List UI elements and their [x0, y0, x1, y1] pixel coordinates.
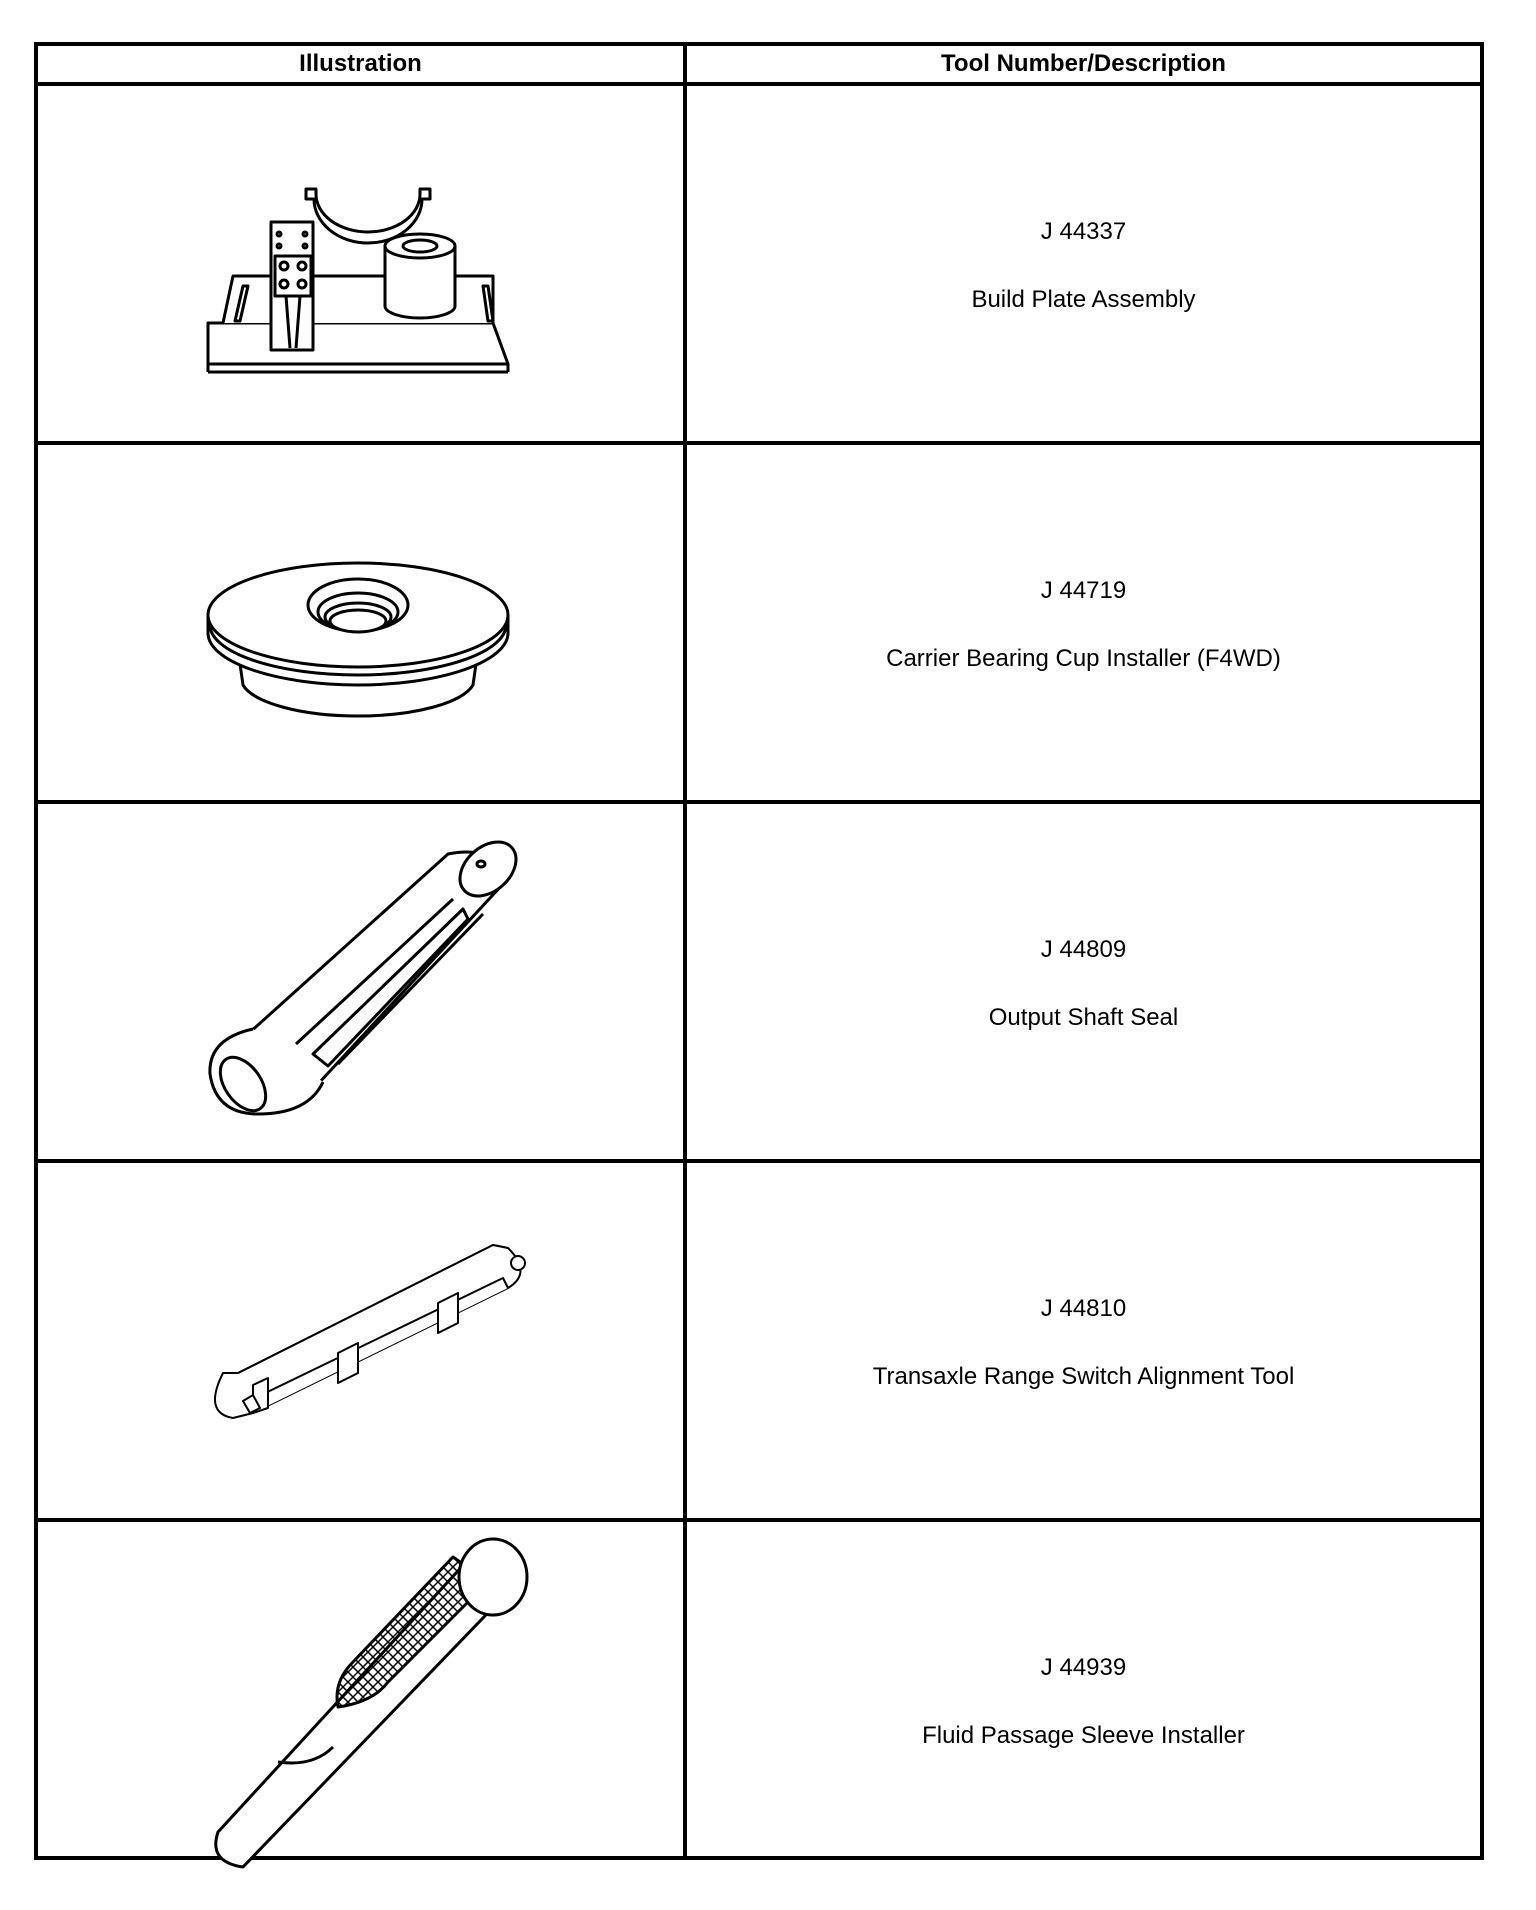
tool-description: Transaxle Range Switch Alignment Tool	[872, 1363, 1295, 1390]
table-row	[38, 1163, 1480, 1518]
illustration-cell	[38, 445, 683, 800]
tool-description: Build Plate Assembly	[971, 286, 1196, 313]
tool-number: J 44809	[1040, 936, 1127, 963]
tool-number: J 44810	[1040, 1295, 1127, 1322]
description-cell	[687, 86, 1480, 441]
table-header	[38, 46, 1480, 86]
range-switch-alignment-tool-icon	[38, 1163, 683, 1518]
table-row	[38, 1522, 1480, 1877]
tool-number: J 44719	[1040, 577, 1127, 604]
tool-description: Carrier Bearing Cup Installer (F4WD)	[886, 645, 1281, 672]
build-plate-assembly-icon	[38, 86, 683, 441]
illustration-cell	[38, 86, 683, 441]
description-cell	[687, 445, 1480, 800]
illustration-cell	[38, 804, 683, 1159]
tools-table	[34, 42, 1484, 1860]
tool-number: J 44337	[1040, 218, 1127, 245]
description-cell	[687, 1163, 1480, 1518]
table-row	[38, 804, 1480, 1159]
description-cell	[687, 804, 1480, 1159]
tool-description: Fluid Passage Sleeve Installer	[922, 1722, 1245, 1749]
illustration-cell	[38, 1163, 683, 1518]
table-row	[38, 445, 1480, 800]
tool-number: J 44939	[1040, 1654, 1127, 1681]
tool-description: Output Shaft Seal	[988, 1004, 1179, 1031]
header-tool-number-description: Tool Number/Description	[941, 50, 1226, 77]
bearing-cup-installer-icon	[38, 445, 683, 800]
fluid-passage-sleeve-installer-icon	[38, 1522, 683, 1877]
table-row	[38, 86, 1480, 441]
output-shaft-seal-tool-icon	[38, 804, 683, 1159]
header-illustration: Illustration	[299, 50, 422, 77]
description-cell	[687, 1522, 1480, 1877]
illustration-cell	[38, 1522, 683, 1877]
